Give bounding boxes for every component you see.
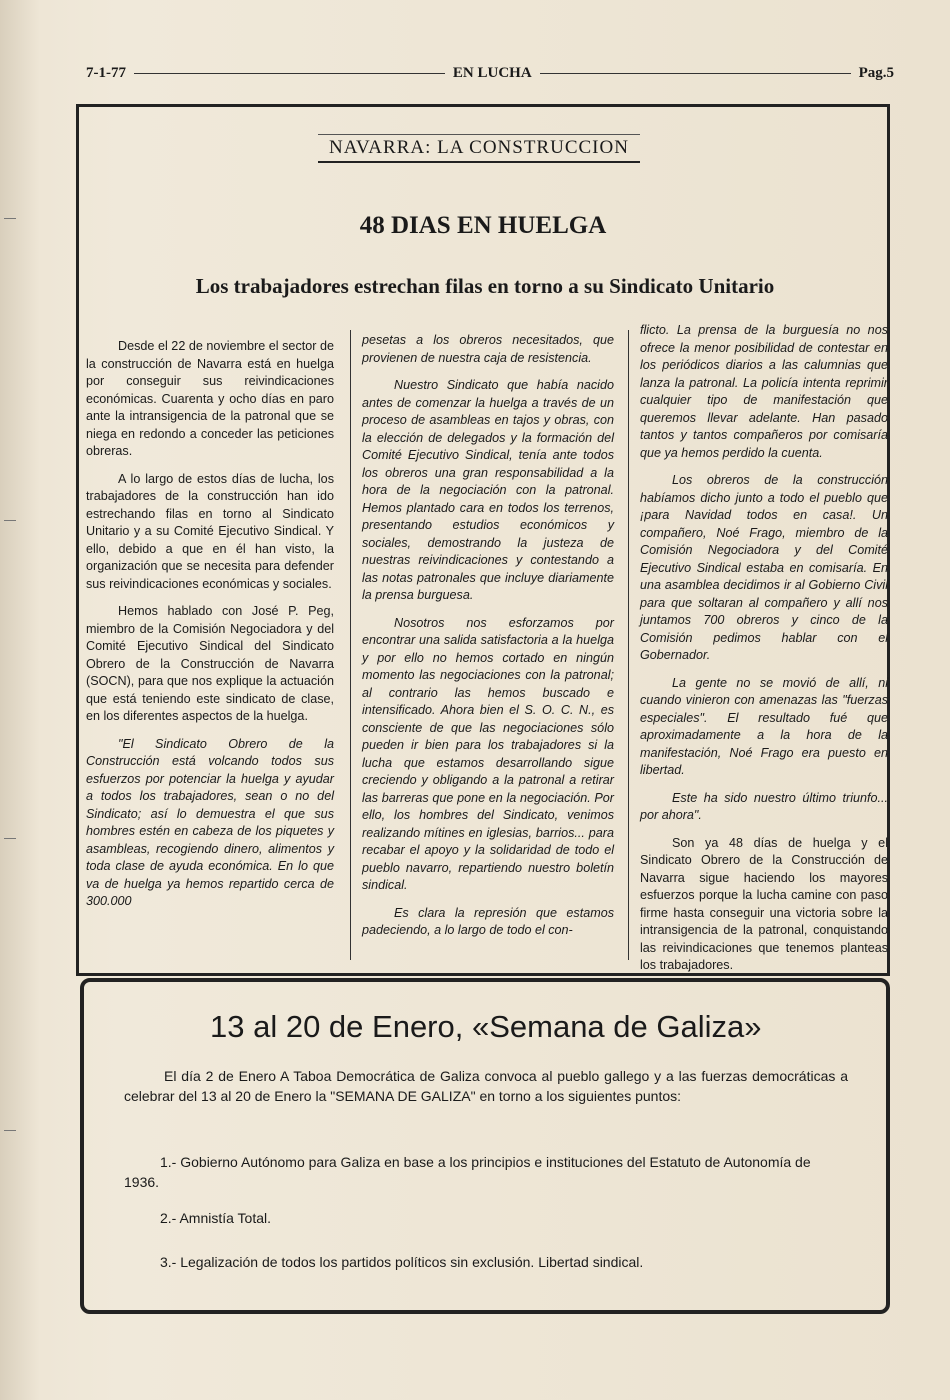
article-column-2: [362, 332, 614, 962]
galiza-notice-intro: [124, 1066, 848, 1128]
point-text: 2.- Amnistía Total.: [160, 1210, 272, 1226]
page-header: [86, 62, 894, 84]
point-text: 3.- Legalización de todos los partidos políticos sin exclusión. Libertad sindical.: [160, 1254, 644, 1270]
paragraph: flicto. La prensa de la burguesía no nos ofrece la menor posibilidad de contestar en los periódicos diarios a las calumnias que lanza la patronal. La policía intenta reprimir cualquier tipo de manifestación que queremos llevar adelante. Han pasado tantos y tantos compañeros por comisaría que ya hemos perdido la cuenta.: [640, 323, 888, 460]
column-divider: [350, 330, 351, 960]
article-column-3: [640, 322, 888, 972]
point-text: 1.- Gobierno Autónomo para Galiza en base a los principios e instituciones del Estatuto de Autonomía de 1936.: [124, 1154, 811, 1190]
binding-edge: [0, 0, 20, 1400]
paragraph: Son ya 48 días de huelga y el Sindicato Obrero de la Construcción de Navarra sigue haciendo los mayores esfuerzos porque la lucha camine con paso firme hasta conseguir una victoria sobre la intransigencia de la patronal, conquistando las reivindicaciones que tenemos planteas los trabajadores.: [640, 835, 888, 972]
article-column-1: [86, 338, 334, 960]
paragraph: pesetas a los obreros necesitados, que provienen de nuestra caja de resistencia.: [362, 333, 614, 365]
paragraph: Desde el 22 de noviembre el sector de la construcción de Navarra está en huelga por conseguir sus reivindicaciones económicas. Cuarenta y ocho días en paro ante la intransigencia de la patronal que se niega en redondo a conceder las peticiones obreras.: [86, 339, 334, 458]
galiza-point-2: [124, 1208, 848, 1228]
paragraph: Hemos hablado con José P. Peg, miembro de la Comisión Negociadora y del Comité Ejecutivo Sindical del Sindicato Obrero de la Construcción de Navarra (SOCN), para que nos explique la actuación que está teniendo este sindicato de clase, en los diferentes aspectos de la huelga.: [86, 604, 334, 723]
column-divider: [628, 330, 629, 960]
article-kicker: NAVARRA: LA CONSTRUCCION: [318, 134, 640, 163]
galiza-point-1: [124, 1152, 848, 1192]
page-number: Pag.5: [858, 64, 894, 81]
issue-date: 7-1-77: [86, 64, 126, 81]
galiza-point-3: [124, 1252, 848, 1272]
header-rule-right: [540, 73, 851, 74]
paragraph: A lo largo de estos días de lucha, los trabajadores de la construcción han ido estrechando filas en torno al Sindicato Unitario y a su Comité Ejecutivo Sindical. Y ello, debido a que en él han visto, la organización que se necesita para defender sus reivindicaciones económicas y sociales.: [86, 471, 334, 591]
paragraph: Nosotros nos esforzamos por encontrar una salida satisfactoria a la huelga y por ello no hemos cortado en ningún momento las negociaciones con la patronal; al contrario las hemos buscado e intensificado. Ahora bien el S. O. C. N., es consciente de que las negociaciones sólo pueden ir bien para los trabajadores si la lucha que estamos desarrollando sigue creciendo y obligando a la patronal a retirar las barreras que pone en la negociación. Por ello, los hombres del Sindicato, venimos realizando mítines en iglesias, barrios... para recabar el apoyo y la solidaridad de todo el pueblo navarro, repartiendo nuestro boletín sindical.: [362, 615, 614, 892]
publication-name: EN LUCHA: [452, 64, 532, 81]
galiza-notice-title: 13 al 20 de Enero, «Semana de Galiza»: [210, 1009, 762, 1044]
header-rule-left: [134, 73, 445, 74]
paragraph: Los obreros de la construcción habíamos dicho junto a todo el pueblo que ¡para Navidad todos en casa!. Un compañero, Noé Frago, miembro de la Comisión Negociadora y del Comité Ejecutivo Sindical estaba en comisaría. En una asamblea decidimos ir al Gobierno Civil para que soltaran al compañero y allí nos juntamos 700 obreros y cinco de la Comisión pedimos hablar con el Gobernador.: [640, 473, 888, 662]
paragraph: Nuestro Sindicato que había nacido antes de comenzar la huelga a través de un proceso de asambleas en tajos y obras, con la elección de delegados y la formación del Comité Ejecutivo Sindical, tenía ante todos los obreros una gran responsabilidad a la hora de la negociación con la patronal. Hemos plantado cara en todos los terrenos, presentando estudios económicos y sociales, demostrando la justeza de nuestras reivindicaciones y contestando a las notas patronales que incluye diariamente la prensa burguesa.: [362, 378, 614, 602]
article-subhead: Los trabajadores estrechan filas en torno a su Sindicato Unitario: [195, 274, 775, 298]
paragraph: La gente no se movió de allí, ni cuando vinieron con amenazas las "fuerzas especiales". El resultado fué que aproximadamente a la hora de la manifestación, Noé Frago era puesto en libertad.: [640, 675, 888, 777]
quote-paragraph: "El Sindicato Obrero de la Construcción está volcando todos sus esfuerzos por potenciar la huelga y ayudar a todos los trabajadores, sean o no del Sindicato; así lo demuestra el que sus hombres estén en cabeza de los piquetes y asambleas, recogiendo dinero, alimentos y toda clase de ayuda económica. En lo que va de huelga ya hemos repartido cerca de 300.000: [86, 736, 334, 908]
article-headline: 48 DIAS EN HUELGA: [359, 212, 607, 239]
paragraph: Este ha sido nuestro último triunfo... por ahora".: [640, 790, 888, 822]
paragraph: El día 2 de Enero A Taboa Democrática de Galiza convoca al pueblo gallego y a las fuerzas democráticas a celebrar del 13 al 20 de Enero la "SEMANA DE GALIZA" en torno a los siguientes puntos:: [124, 1068, 848, 1104]
paragraph: Es clara la represión que estamos padeciendo, a lo largo de todo el con-: [362, 905, 614, 937]
